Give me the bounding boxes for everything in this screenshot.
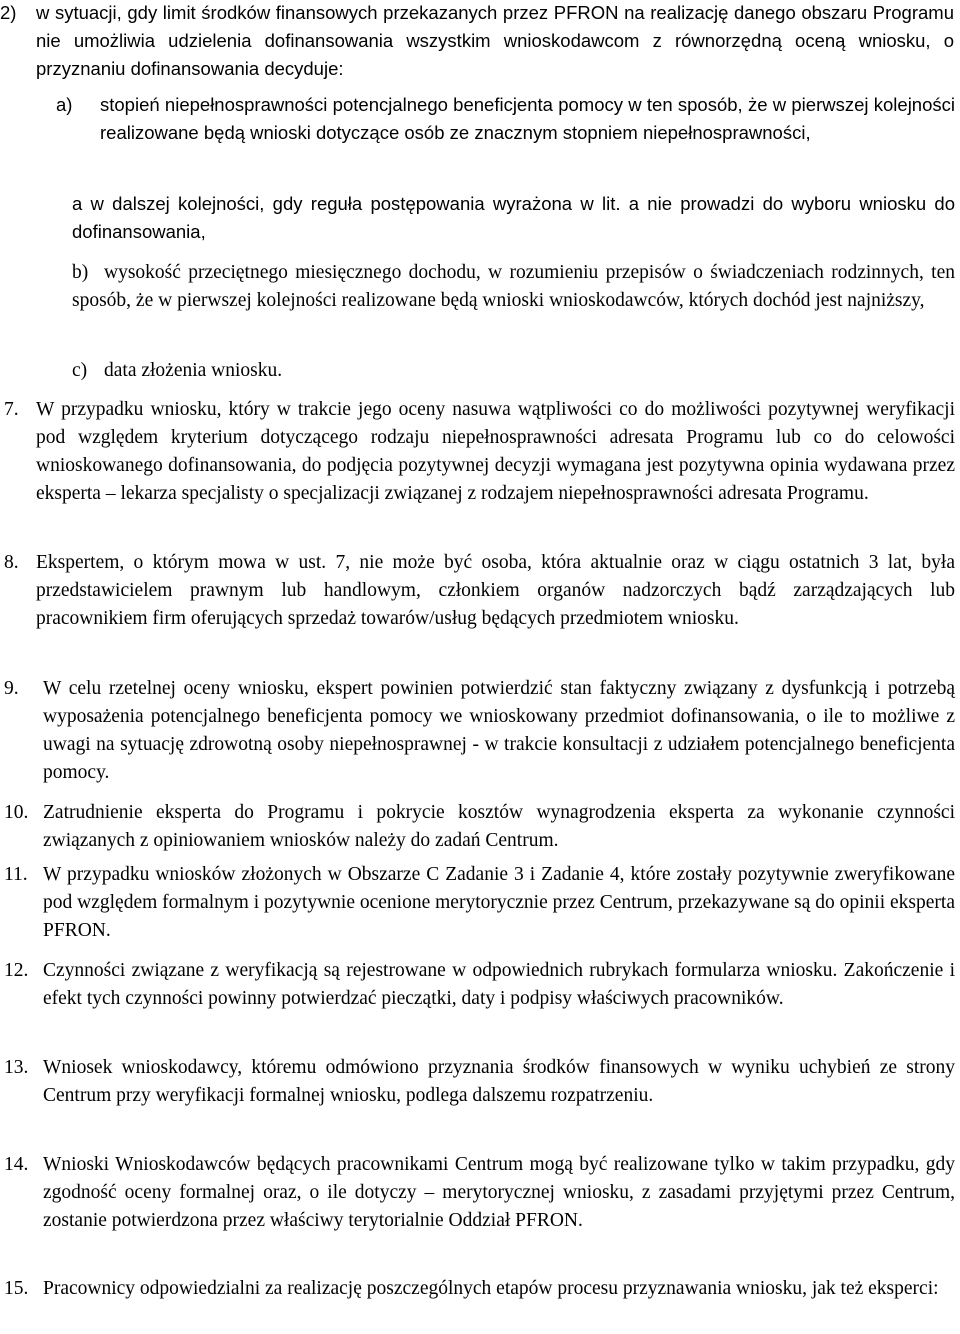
item-number: 15. <box>4 1278 29 1299</box>
item-2c-label: c) <box>72 360 88 381</box>
item-2a-label: a) <box>56 94 73 115</box>
item-number: 11. <box>4 864 28 885</box>
item-2b-label: b) <box>72 262 89 283</box>
item-text: Wniosek wnioskodawcy, któremu odmówiono przyznania środków finansowych w wyniku uchybień ze strony Centrum przy weryfikacji formalnej wniosku, podlega dalszemu rozpatrzeniu. <box>43 1057 955 1106</box>
item-number: 7. <box>4 399 19 420</box>
item-2b-text: wysokość przeciętnego miesięcznego dochodu, w rozumieniu przepisów o świadczeniach rodzinnych, ten sposób, że w pierwszej kolejności realizowane będą wnioski wnioskodawców, których dochód jest najniższy, <box>72 262 955 311</box>
item-number: 8. <box>4 552 19 573</box>
item-2a-text: stopień niepełnosprawności potencjalnego beneficjenta pomocy w ten sposób, że w pierwszej kolejności realizowane będą wnioski dotyczące osób ze znacznym stopniem niepełnosprawności, <box>100 94 955 143</box>
item-2-text: w sytuacji, gdy limit środków finansowych przekazanych przez PFRON na realizację danego obszaru Programu nie umożliwia udzielenia dofinansowania wszystkim wnioskodawcom z równorzędną oceną wniosku, o przyznaniu dofinansowania decyduje: <box>36 2 954 79</box>
item-text: Ekspertem, o którym mowa w ust. 7, nie może być osoba, która aktualnie oraz w ciągu ostatnich 3 lat, była przedstawicielem prawnym lub handlowym, członkiem organów nadzorczych bądź zarządzających lub pracownikiem firm oferujących sprzedaż towarów/usług będących przedmiotem wniosku. <box>36 552 955 629</box>
item-number: 9. <box>4 678 19 699</box>
item-text: Pracownicy odpowiedzialni za realizację poszczególnych etapów procesu przyznawania wniosku, jak też eksperci: <box>43 1278 939 1299</box>
item-text: W przypadku wniosków złożonych w Obszarze C Zadanie 3 i Zadanie 4, które zostały pozytywnie zweryfikowane pod względem formalnym i pozytywnie ocenione merytorycznie przez Centrum, przekazywane są do opinii eksperta PFRON. <box>43 864 955 941</box>
item-text: Czynności związane z weryfikacją są rejestrowane w odpowiednich rubrykach formularza wniosku. Zakończenie i efekt tych czynności powinny potwierdzać pieczątki, daty i podpisy właściwych pracowników. <box>43 960 955 1009</box>
item-text: W celu rzetelnej oceny wniosku, ekspert powinien potwierdzić stan faktyczny związany z dysfunkcją i potrzebą wyposażenia potencjalnego beneficjenta pomocy we wnioskowany przedmiot dofinansowania, o ile to możliwe z uwagi na sytuację zdrowotną osoby niepełnosprawnej - w trakcie konsultacji z udziałem potencjalnego beneficjenta pomocy. <box>43 678 955 783</box>
item-text: Wnioski Wnioskodawców będących pracownikami Centrum mogą być realizowane tylko w takim przypadku, gdy zgodność oceny formalnej oraz, o ile dotyczy – merytorycznej wniosku, z zasadami przyjętymi przez Centrum, zostanie potwierdzona przez właściwy terytorialnie Oddział PFRON. <box>43 1154 955 1231</box>
item-2c-text: data złożenia wniosku. <box>104 360 283 381</box>
item-number: 10. <box>4 802 29 823</box>
item-text: W przypadku wniosku, który w trakcie jego oceny nasuwa wątpliwości co do możliwości pozytywnej weryfikacji pod względem kryterium dotyczącego rodzaju niepełnosprawności adresata Programu lub co do celowości wnioskowanego dofinansowania, do podjęcia pozytywnej decyzji wymagana jest pozytywna opinia wydawana przez eksperta – lekarza specjalisty o specjalizacji związanej z rodzajem niepełnosprawności adresata Programu. <box>36 399 955 504</box>
item-number: 12. <box>4 960 29 981</box>
item-2a-continuation: a w dalszej kolejności, gdy reguła postępowania wyrażona w lit. a nie prowadzi do wyboru wniosku do dofinansowania, <box>72 193 955 242</box>
item-text: Zatrudnienie eksperta do Programu i pokrycie kosztów wynagrodzenia eksperta za wykonanie czynności związanych z opiniowaniem wniosków należy do zadań Centrum. <box>43 802 955 851</box>
item-2-number: 2) <box>0 2 17 23</box>
item-number: 14. <box>4 1154 29 1175</box>
item-number: 13. <box>4 1057 29 1078</box>
